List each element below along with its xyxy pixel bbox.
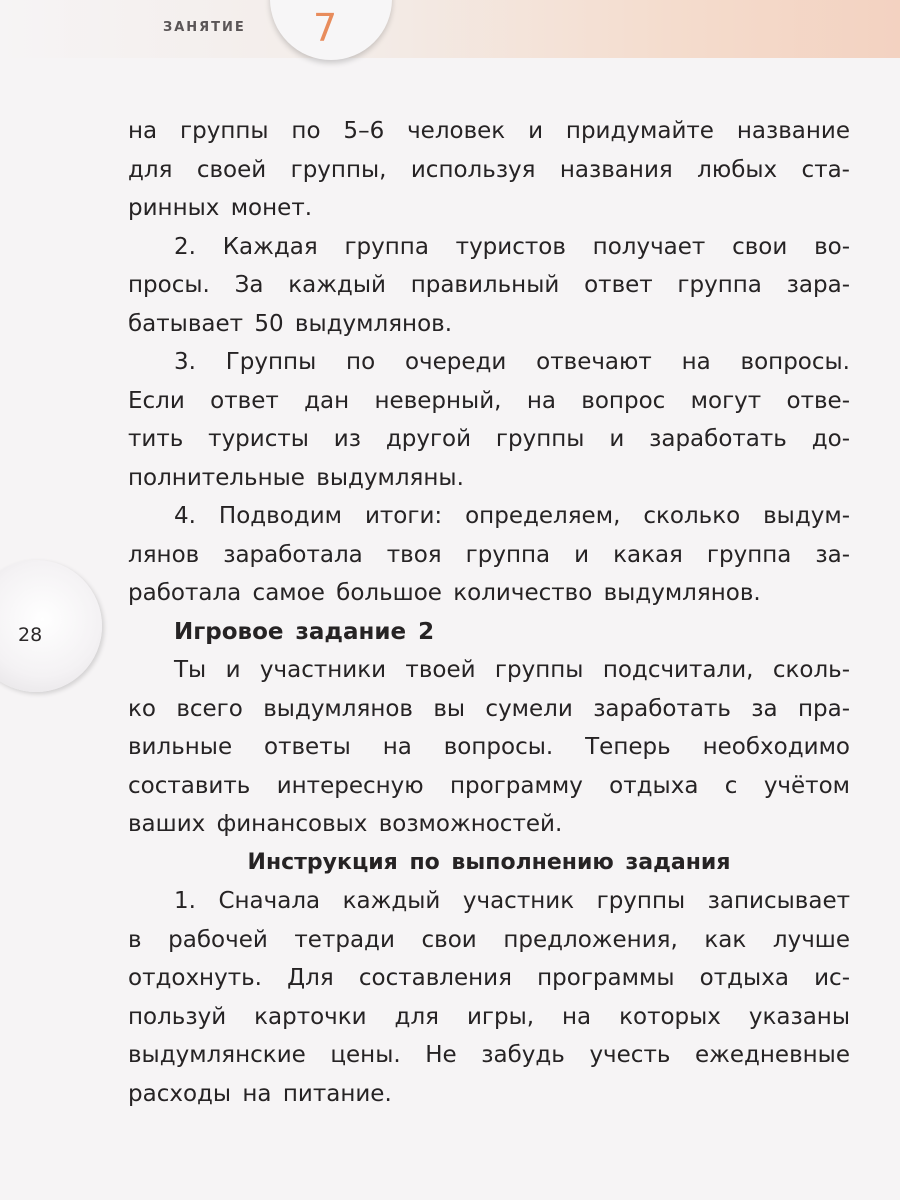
instructions-paragraph	[128, 882, 850, 1113]
step-2-paragraph	[128, 228, 850, 344]
text-line: работала самое большое количество выдумлянов.	[128, 580, 761, 606]
task-heading: Игровое задание 2	[174, 618, 435, 645]
text-line: Ты и участники твоей группы подсчитали, сколь-	[174, 657, 850, 683]
text-line: составить интересную программу отдыха с учётом	[128, 772, 850, 799]
task-paragraph	[128, 651, 850, 844]
text-line: на группы по 5–6 человек и придумайте название	[128, 118, 850, 144]
step-3-paragraph	[128, 343, 850, 497]
text-line: 2. Каждая группа туристов получает свои во-	[174, 233, 850, 260]
text-line: Если ответ дан неверный, на вопрос могут отве-	[128, 387, 850, 414]
page-content	[128, 112, 850, 1113]
text-line: ринных монет.	[128, 195, 313, 221]
text-line: вильные ответы на вопросы. Теперь необходимо	[128, 734, 850, 760]
text-line: батывает 50 выдумлянов.	[128, 310, 453, 337]
page-number: 28	[18, 624, 43, 646]
text-line: 4. Подводим итоги: определяем, сколько выдум-	[174, 503, 850, 529]
text-line: лянов заработала твоя группа и какая группа за-	[128, 541, 850, 568]
page-number-tab	[0, 560, 102, 692]
text-line: полнительные выдумляны.	[128, 464, 464, 491]
lesson-label: ЗАНЯТИЕ	[163, 20, 246, 35]
text-line: расходы на питание.	[128, 1080, 392, 1107]
step-4-paragraph	[128, 497, 850, 613]
text-line: 1. Сначала каждый участник группы записывает	[174, 888, 850, 914]
text-line: просы. За каждый правильный ответ группа зара-	[128, 272, 850, 298]
text-line: пользуй карточки для игры, на которых указаны	[128, 1003, 850, 1030]
text-line: ваших финансовых возможностей.	[128, 811, 563, 837]
text-line: 3. Группы по очереди отвечают на вопросы.	[174, 349, 850, 375]
text-line: тить туристы из другой группы и заработать до-	[128, 426, 850, 452]
lesson-number: 7	[313, 6, 338, 50]
text-line: в рабочей тетради свои предложения, как лучше	[128, 926, 850, 953]
header-band	[0, 0, 900, 58]
intro-paragraph	[128, 112, 850, 228]
text-line: ко всего выдумлянов вы сумели заработать за пра-	[128, 695, 850, 722]
instructions-heading: Инструкция по выполнению задания	[247, 849, 731, 875]
text-line: отдохнуть. Для составления программы отдыха ис-	[128, 965, 850, 991]
text-line: выдумлянские цены. Не забудь учесть ежедневные	[128, 1042, 850, 1068]
text-line: для своей группы, используя названия любых ста-	[128, 156, 850, 183]
